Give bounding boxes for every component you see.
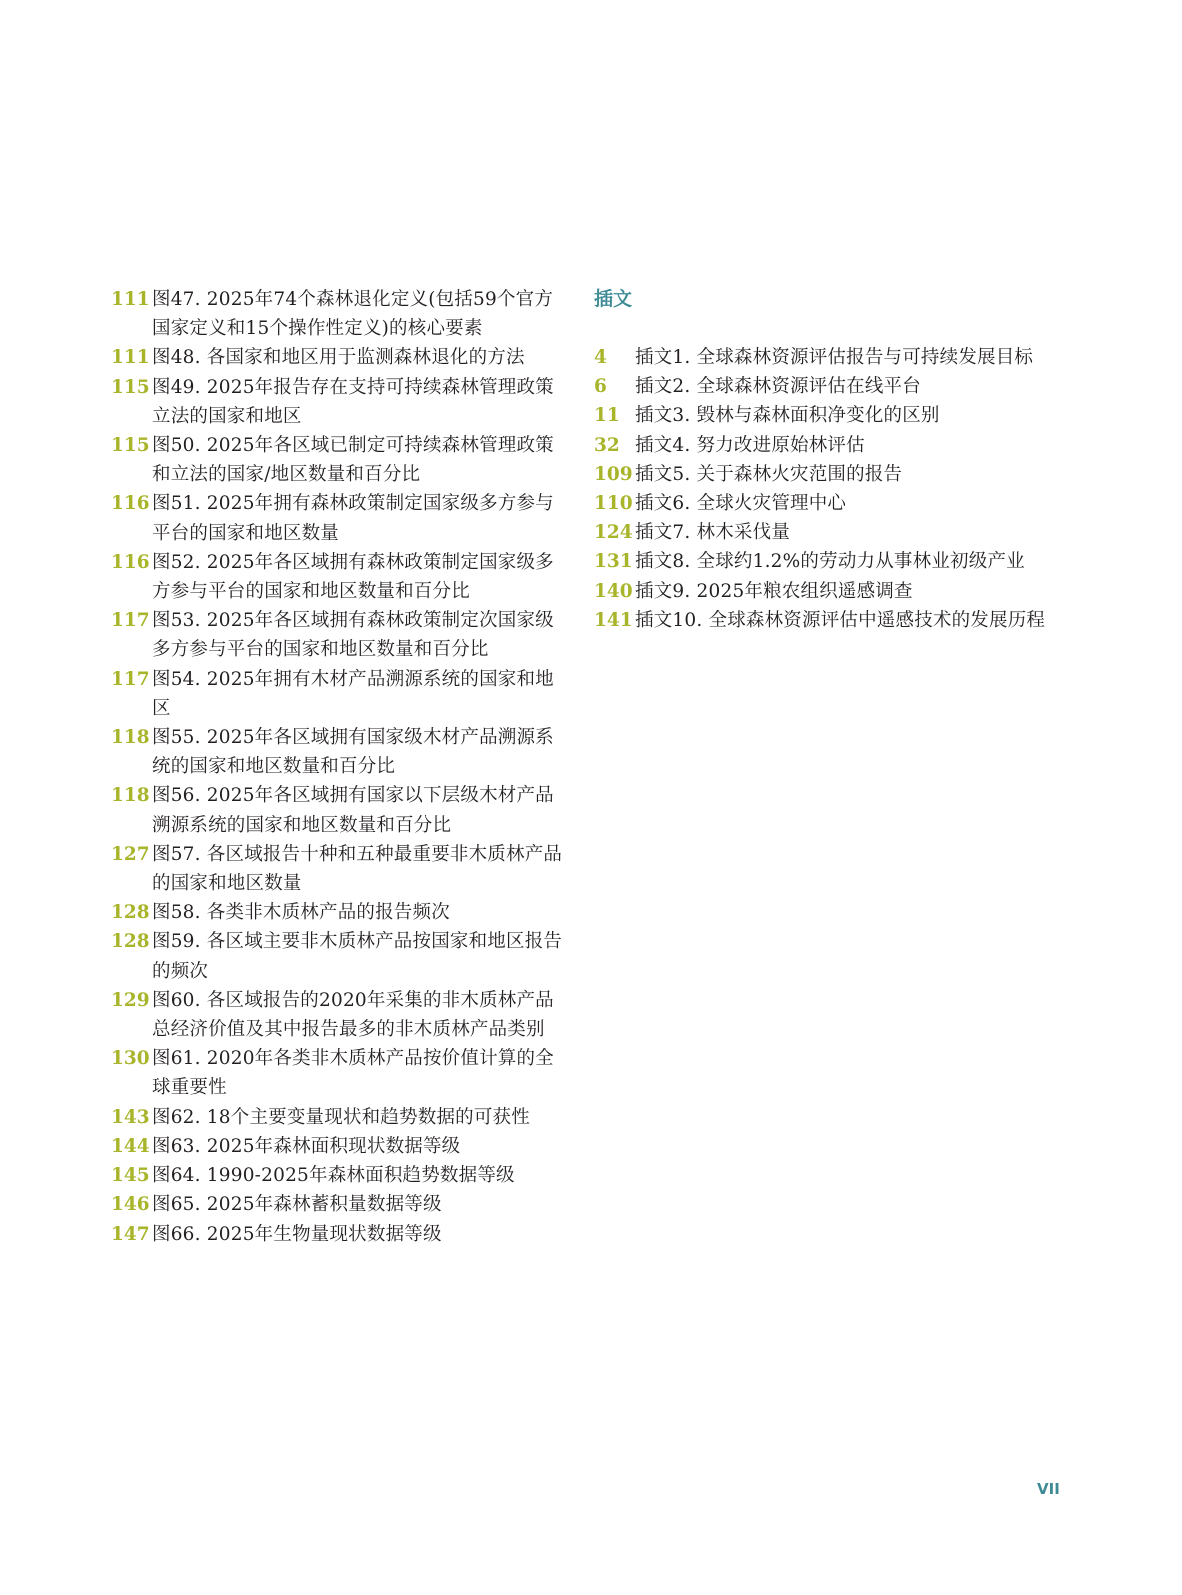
entry-title: 插文10. 全球森林资源评估中遥感技术的发展历程 <box>635 609 1046 631</box>
entry-title: 图53. 2025年各区域拥有森林政策制定次国家级多方参与平台的国家和地区数量和百分比 <box>152 610 554 661</box>
page-ref: 144 <box>111 1135 150 1157</box>
toc-entry[interactable] <box>111 1103 571 1132</box>
page-ref: 111 <box>111 289 150 310</box>
toc-entry[interactable] <box>111 927 571 985</box>
entry-title: 插文6. 全球火灾管理中心 <box>635 493 847 515</box>
toc-entry[interactable] <box>111 1132 571 1161</box>
toc-entry[interactable] <box>111 343 571 372</box>
toc-entry[interactable] <box>111 1044 571 1102</box>
toc-entry[interactable] <box>111 431 571 489</box>
toc-entry[interactable] <box>111 1220 571 1249</box>
toc-entry[interactable] <box>594 401 1064 430</box>
toc-entry[interactable] <box>594 489 1064 518</box>
entry-title: 插文4. 努力改进原始林评估 <box>635 434 865 456</box>
toc-entry[interactable] <box>594 606 1064 635</box>
toc-entry[interactable] <box>111 665 571 723</box>
toc-entry[interactable] <box>111 840 571 898</box>
page-ref: 115 <box>111 435 150 457</box>
page-ref: 111 <box>111 347 150 369</box>
section-heading: 插文 <box>594 288 633 310</box>
entry-title: 图66. 2025年生物量现状数据等级 <box>152 1223 442 1245</box>
entry-title: 图51. 2025年拥有森林政策制定国家级多方参与平台的国家和地区数量 <box>152 493 554 544</box>
page-ref: 117 <box>111 610 150 632</box>
page-ref: 127 <box>111 843 150 865</box>
page-ref: 143 <box>111 1106 150 1128</box>
entry-title: 图62. 18个主要变量现状和趋势数据的可获性 <box>152 1106 530 1128</box>
toc-entry[interactable] <box>111 723 571 781</box>
page-ref: 11 <box>594 405 620 427</box>
entry-title: 插文9. 2025年粮农组织遥感调查 <box>635 580 913 602</box>
page-ref: 32 <box>594 434 620 456</box>
entry-title: 图56. 2025年各区域拥有国家以下层级木材产品溯源系统的国家和地区数量和百分比 <box>152 785 554 836</box>
entry-title: 图54. 2025年拥有木材产品溯源系统的国家和地区 <box>152 668 554 719</box>
entry-title: 插文2. 全球森林资源评估在线平台 <box>635 376 921 398</box>
toc-entry[interactable] <box>111 1161 571 1190</box>
entry-title: 图60. 各区域报告的2020年采集的非木质林产品总经济价值及其中报告最多的非木质林产品类别 <box>152 989 554 1041</box>
page-ref: 147 <box>111 1223 150 1245</box>
page-ref: 4 <box>594 347 607 368</box>
box-list <box>594 285 1064 635</box>
entry-title: 插文1. 全球森林资源评估报告与可持续发展目标 <box>635 347 1034 368</box>
toc-entry[interactable] <box>111 548 571 606</box>
entry-title: 图59. 各区域主要非木质林产品按国家和地区报告的频次 <box>152 931 563 982</box>
entry-title: 插文3. 毁林与森林面积净变化的区别 <box>635 405 940 427</box>
entry-title: 插文8. 全球约1.2%的劳动力从事林业初级产业 <box>635 551 1025 573</box>
page-ref: 116 <box>111 493 150 515</box>
page-ref: 117 <box>111 668 150 690</box>
page-ref: 109 <box>594 463 633 485</box>
page-ref: 130 <box>111 1048 150 1070</box>
toc-entry[interactable] <box>111 285 571 343</box>
page-ref: 146 <box>111 1194 150 1216</box>
page-ref: 131 <box>594 551 633 573</box>
page-ref: 145 <box>111 1165 150 1187</box>
toc-entry[interactable] <box>594 547 1064 576</box>
toc-entry[interactable] <box>594 343 1064 372</box>
page-ref: 118 <box>111 727 150 749</box>
page-ref: 116 <box>111 551 150 573</box>
toc-entry[interactable] <box>111 606 571 664</box>
toc-entry[interactable] <box>594 518 1064 547</box>
page-ref: 6 <box>594 376 607 398</box>
entry-title: 图57. 各区域报告十种和五种最重要非木质林产品的国家和地区数量 <box>152 843 563 895</box>
toc-entry[interactable] <box>111 781 571 839</box>
entry-title: 图50. 2025年各区域已制定可持续森林管理政策和立法的国家/地区数量和百分比 <box>152 435 554 486</box>
entry-title: 图55. 2025年各区域拥有国家级木材产品溯源系统的国家和地区数量和百分比 <box>152 727 554 778</box>
toc-entry[interactable] <box>594 577 1064 606</box>
entry-title: 图47. 2025年74个森林退化定义(包括59个官方国家定义和15个操作性定义)的核心要素 <box>152 289 554 340</box>
toc-entry[interactable] <box>111 373 571 431</box>
toc-entry[interactable] <box>111 898 571 927</box>
page-ref: 128 <box>111 902 150 924</box>
toc-entry[interactable] <box>594 460 1064 489</box>
page-ref: 141 <box>594 609 633 631</box>
toc-entry[interactable] <box>594 372 1064 401</box>
toc-entry[interactable] <box>111 1190 571 1219</box>
entry-title: 图49. 2025年报告存在支持可持续森林管理政策立法的国家和地区 <box>152 376 554 427</box>
entry-title: 插文5. 关于森林火灾范围的报告 <box>635 463 903 485</box>
entry-title: 图58. 各类非木质林产品的报告频次 <box>152 902 450 924</box>
entry-title: 插文7. 林木采伐量 <box>635 522 791 544</box>
page-number: VII <box>1037 1480 1060 1498</box>
toc-entry[interactable] <box>111 489 571 547</box>
page-ref: 110 <box>594 493 633 515</box>
page-ref: 129 <box>111 989 150 1011</box>
entry-title: 图48. 各国家和地区用于监测森林退化的方法 <box>152 347 525 369</box>
page-ref: 128 <box>111 931 150 953</box>
entry-title: 图61. 2020年各类非木质林产品按价值计算的全球重要性 <box>152 1048 554 1099</box>
toc-entry[interactable] <box>111 986 571 1044</box>
page-ref: 115 <box>111 376 150 398</box>
entry-title: 图63. 2025年森林面积现状数据等级 <box>152 1135 461 1157</box>
page-ref: 140 <box>594 580 633 602</box>
entry-title: 图64. 1990-2025年森林面积趋势数据等级 <box>152 1165 515 1187</box>
page-ref: 118 <box>111 785 150 807</box>
entry-title: 图65. 2025年森林蓄积量数据等级 <box>152 1194 442 1216</box>
entry-title: 图52. 2025年各区域拥有森林政策制定国家级多方参与平台的国家和地区数量和百分比 <box>152 551 554 603</box>
toc-entry[interactable] <box>594 431 1064 460</box>
figure-list <box>111 285 571 1249</box>
page-ref: 124 <box>594 522 633 544</box>
